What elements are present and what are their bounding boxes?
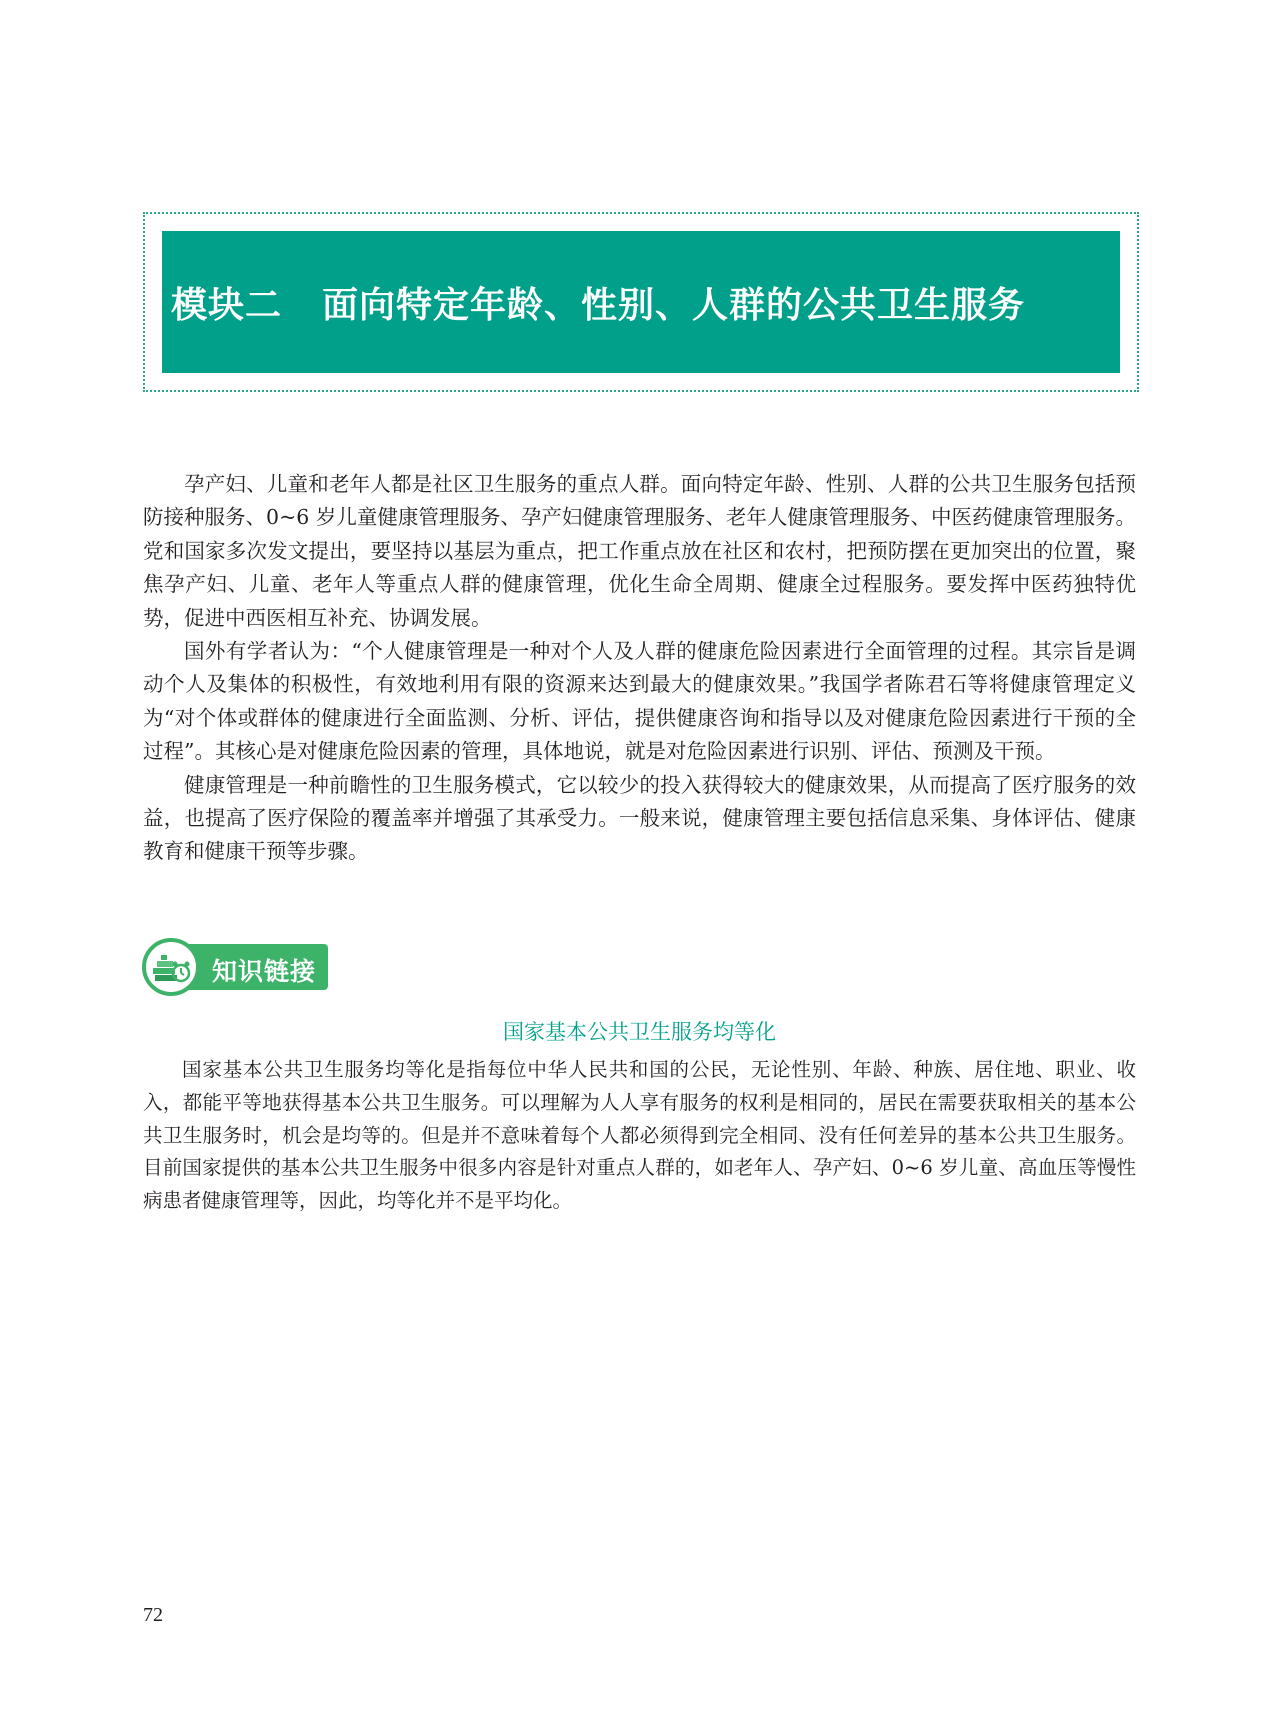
books-alarm-clock-icon [150,946,192,988]
paragraph: 孕产妇、儿童和老年人都是社区卫生服务的重点人群。面向特定年龄、性别、人群的公共卫生服务包括预防接种服务、0~6 岁儿童健康管理服务、孕产妇健康管理服务、老年人健康管理服务、中医药健康管理服务。党和国家多次发文提出，要坚持以基层为重点，把工作重点放在社区和农村，把预防摆在更加突出的位置，聚焦孕产妇、儿童、老年人等重点人群的健康管理，优化生命全周期、健康全过程服务。要发挥中医药独特优势，促进中西医相互补充、协调发展。 [143,472,1136,630]
page-number: 72 [143,1604,163,1626]
body-text [143,468,1136,869]
module-title-band [162,231,1120,373]
knowledge-link-label: 知识链接 [212,957,317,986]
knowledge-link-badge [142,938,328,996]
module-number: 模块二 [171,284,283,326]
module-title: 面向特定年龄、性别、人群的公共卫生服务 [322,284,1026,326]
knowledge-link-heading: 国家基本公共卫生服务均等化 [503,1020,776,1044]
knowledge-link-paragraph: 国家基本公共卫生服务均等化是指每位中华人民共和国的公民，无论性别、年龄、种族、居住地、职业、收入，都能平等地获得基本公共卫生服务。可以理解为人人享有服务的权利是相同的，居民在需要获取相关的基本公共卫生服务时，机会是均等的。但是并不意味着每个人都必须得到完全相同、没有任何差异的基本公共卫生服务。目前国家提供的基本公共卫生服务中很多内容是针对重点人群的，如老年人、孕产妇、0~6 岁儿童、高血压等慢性病患者健康管理等，因此，均等化并不是平均化。 [143,1058,1136,1213]
paragraph: 健康管理是一种前瞻性的卫生服务模式，它以较少的投入获得较大的健康效果，从而提高了医疗服务的效益，也提高了医疗保险的覆盖率并增强了其承受力。一般来说，健康管理主要包括信息采集、身体评估、健康教育和健康干预等步骤。 [143,772,1136,864]
paragraph: 国外有学者认为：“个人健康管理是一种对个人及人群的健康危险因素进行全面管理的过程。其宗旨是调动个人及集体的积极性，有效地利用有限的资源来达到最大的健康效果。”我国学者陈君石等将健康管理定义为“对个体或群体的健康进行全面监测、分析、评估，提供健康咨询和指导以及对健康危险因素进行干预的全过程”。其核心是对健康危险因素的管理，具体地说，就是对危险因素进行识别、评估、预测及干预。 [143,639,1136,764]
knowledge-link-text [143,1054,1136,1218]
module-title-frame [143,212,1139,392]
